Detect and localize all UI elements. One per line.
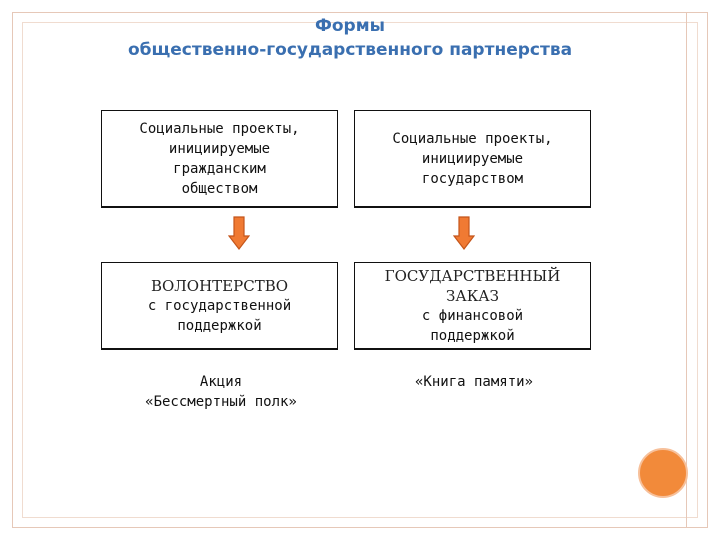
title-line-1: Формы	[315, 16, 385, 36]
caption-line: «Бессмертный полк»	[145, 394, 297, 410]
down-arrow-icon	[228, 216, 250, 250]
box-text-line: с государственной	[147, 297, 292, 314]
box-headline: ВОЛОНТЕРСТВО	[150, 276, 289, 295]
box-text-line: инициируемые	[168, 140, 271, 157]
box-text-line: обществом	[181, 180, 258, 197]
down-arrow-shape	[454, 217, 474, 249]
box-text-line: поддержкой	[177, 317, 262, 334]
box-text-line: государством	[421, 170, 524, 187]
box-text-line: с финансовой	[421, 307, 524, 324]
decorative-circle	[638, 448, 688, 498]
caption-example-right	[354, 372, 594, 392]
caption-line: Акция	[199, 374, 243, 390]
box-text-line: гражданским	[173, 160, 266, 177]
box-text-line: Социальные проекты,	[139, 120, 300, 137]
box-volunteering	[101, 262, 338, 350]
box-headline: ГОСУДАРСТВЕННЫЙ	[384, 266, 561, 285]
box-civil-society-projects	[101, 110, 338, 208]
caption-line: «Книга памяти»	[414, 374, 533, 390]
box-state-order	[354, 262, 591, 350]
caption-example-left	[101, 372, 341, 412]
slide-title	[40, 14, 660, 62]
box-state-projects	[354, 110, 591, 208]
slide-frame-right-band	[686, 12, 708, 528]
box-text-line: Социальные проекты,	[392, 130, 553, 147]
box-text-line: инициируемые	[421, 150, 524, 167]
down-arrow-icon	[453, 216, 475, 250]
box-text-line: поддержкой	[430, 327, 515, 344]
box-headline: ЗАКАЗ	[445, 286, 500, 305]
down-arrow-shape	[229, 217, 249, 249]
title-line-2: общественно-государственного партнерства	[127, 40, 573, 60]
